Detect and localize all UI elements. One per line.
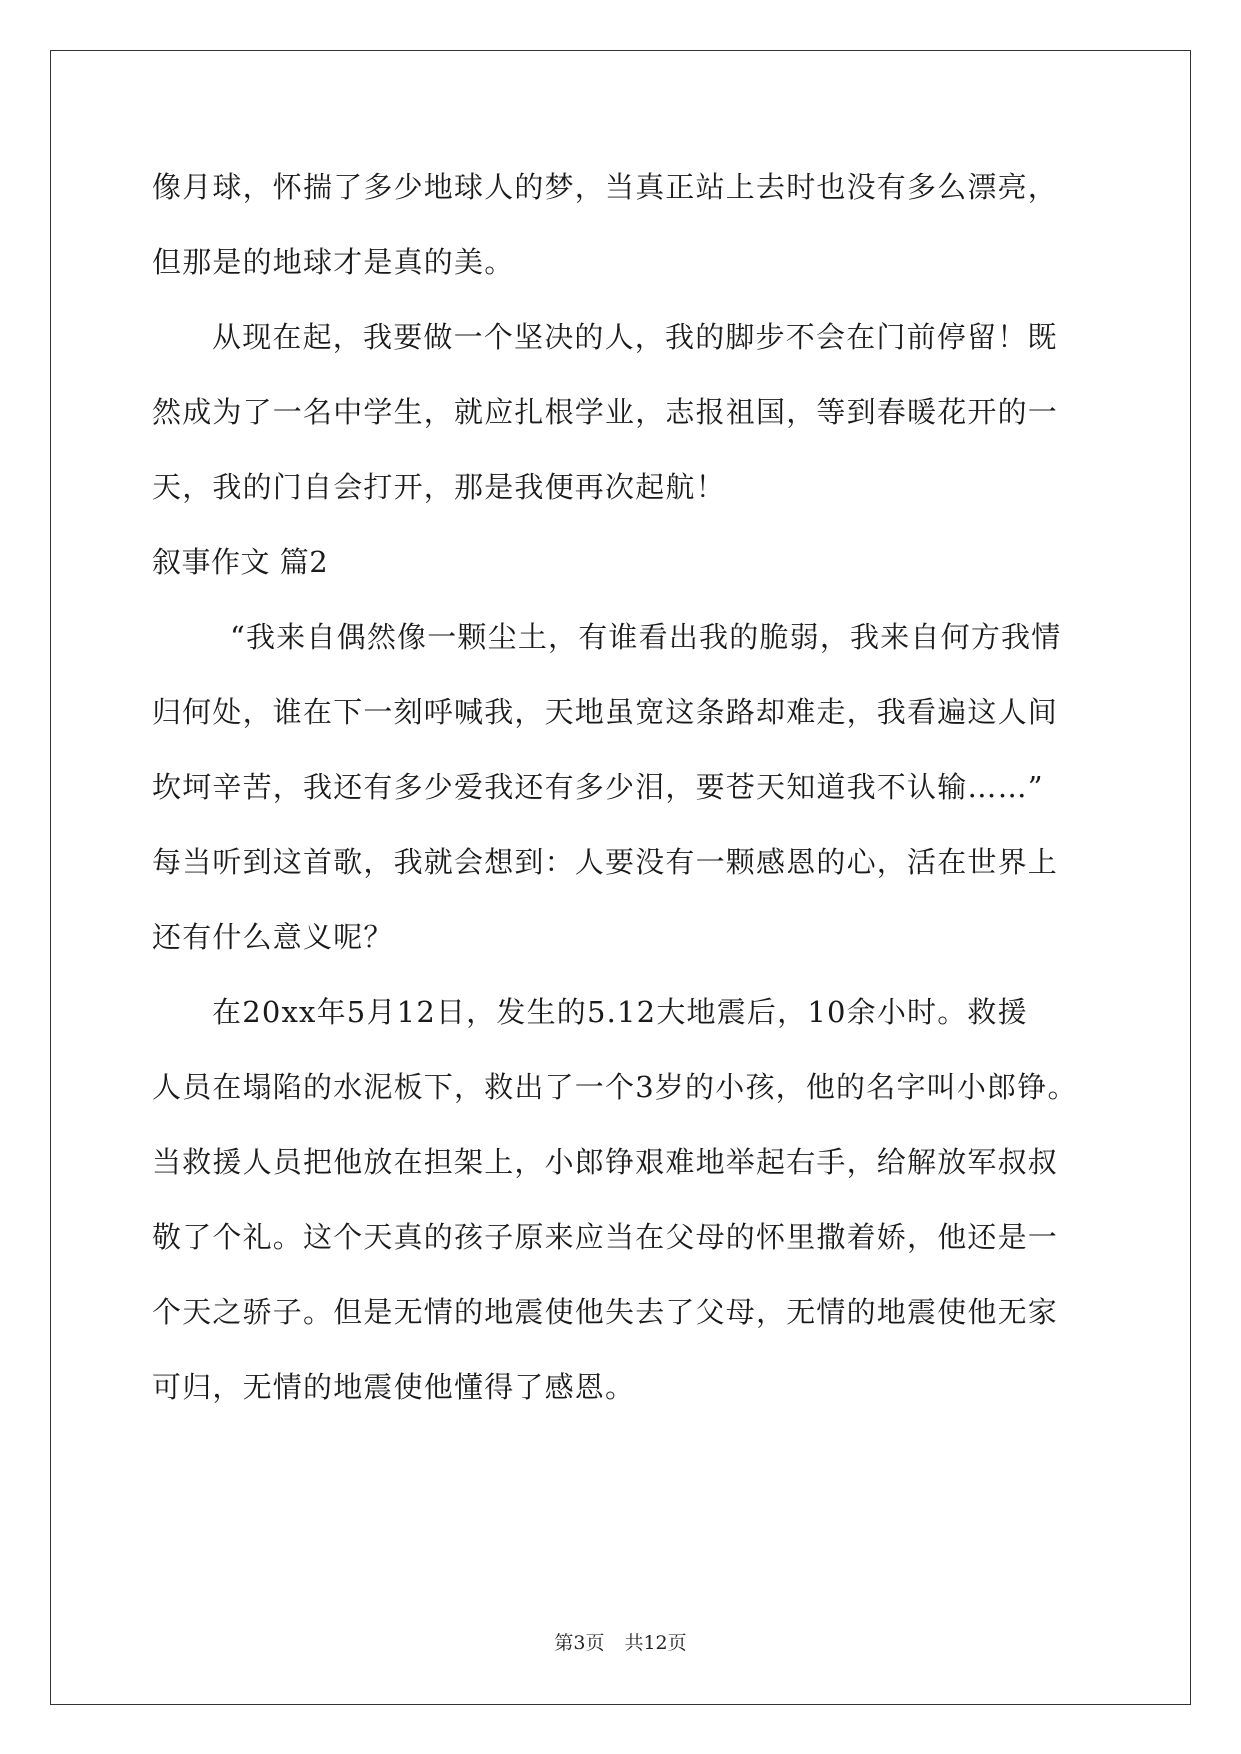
text-line: 当救援人员把他放在担架上，小郎铮艰难地举起右手，给解放军叔叔: [152, 1145, 1059, 1179]
text-line: 但那是的地球才是真的美。: [152, 245, 515, 279]
text-line: 坎坷辛苦，我还有多少爱我还有多少泪，要苍天知道我不认输……”: [152, 770, 1044, 804]
text-line: 敬了个礼。这个天真的孩子原来应当在父母的怀里撒着娇，他还是一: [152, 1220, 1059, 1254]
text-line: 可归，无情的地震使他懂得了感恩。: [152, 1370, 636, 1404]
text-line: 然成为了一名中学生，就应扎根学业，志报祖国，等到春暖花开的一: [152, 395, 1059, 429]
text-line: 个天之骄子。但是无情的地震使他失去了父母，无情的地震使他无家: [152, 1295, 1059, 1329]
paragraph-start-line: 从现在起，我要做一个坚决的人，我的脚步不会在门前停留！既: [212, 320, 1058, 354]
text-line: 像月球，怀揣了多少地球人的梦，当真正站上去时也没有多么漂亮，: [152, 170, 1059, 204]
text-line: 归何处，谁在下一刻呼喊我，天地虽宽这条路却难走，我看遍这人间: [152, 695, 1059, 729]
text-line: 天，我的门自会打开，那是我便再次起航！: [152, 470, 726, 504]
text-line: 每当听到这首歌，我就会想到：人要没有一颗感恩的心，活在世界上: [152, 845, 1059, 879]
page-total: 共12页: [624, 1632, 687, 1654]
page-number: 第3页: [554, 1632, 605, 1654]
section-heading: 叙事作文 篇2: [152, 545, 329, 579]
text-line: 人员在塌陷的水泥板下，救出了一个3岁的小孩，他的名字叫小郎铮。: [152, 1070, 1078, 1104]
paragraph-start-line: “我来自偶然像一颗尘土，有谁看出我的脆弱，我来自何方我情: [230, 620, 1062, 654]
page-footer: [0, 1628, 1241, 1655]
paragraph-start-line: 在20xx年5月12日，发生的5.12大地震后，10余小时。救援: [212, 995, 1028, 1029]
document-body: [152, 165, 1092, 1440]
text-line: 还有什么意义呢？: [152, 920, 394, 954]
